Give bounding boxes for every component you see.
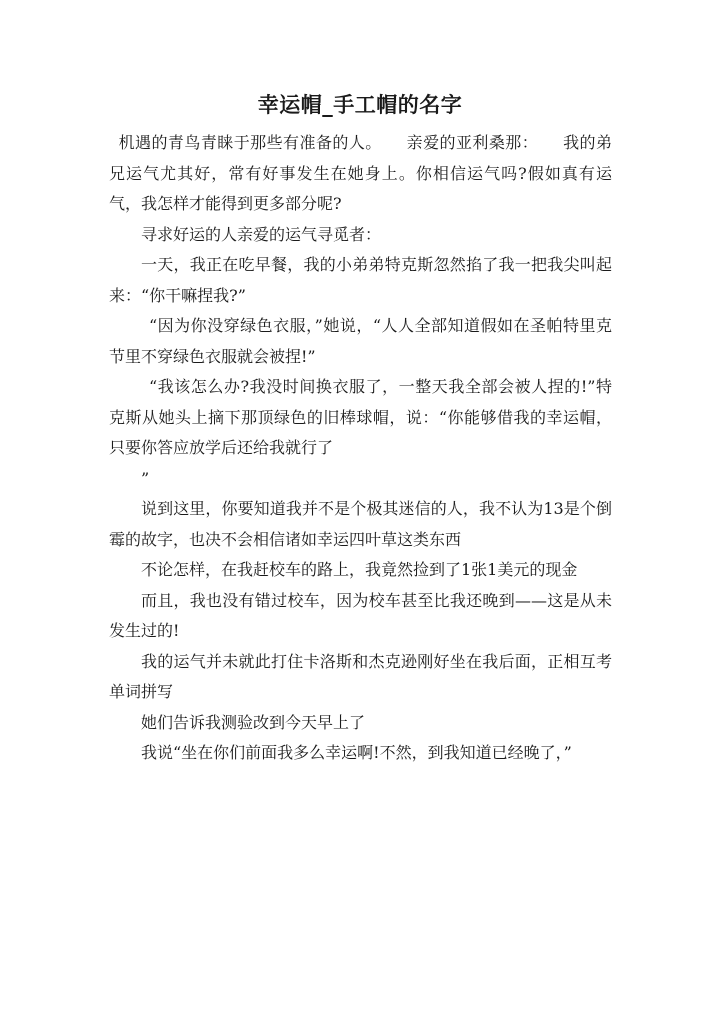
paragraph-7: 说到这里，你要知道我并不是个极其迷信的人，我不认为13是个倒霉的故字，也决不会相信诸如幸运四叶草这类东西 [109,499,612,549]
document-body [109,128,612,769]
document-title: 幸运帽_手工帽的名字 [257,92,463,117]
paragraph-10: 我的运气并未就此打住卡洛斯和杰克逊刚好坐在我后面，正相互考单词拼写 [109,651,612,701]
paragraph-12: 我说“坐在你们前面我多么幸运啊!不然，到我知道已经晚了，” [141,743,572,762]
paragraph-1: 机遇的青鸟青睐于那些有准备的人。 亲爱的亚利桑那： 我的弟兄运气尤其好，常有好事发生在她身上。你相信运气吗?假如真有运气，我怎样才能得到更多部分呢? [109,133,612,213]
paragraph-3: 一天，我正在吃早餐，我的小弟弟特克斯忽然掐了我一把我尖叫起来：“你干嘛捏我?” [109,255,612,305]
paragraph-6: ” [141,468,150,488]
paragraph-5: “我该怎么办?我没时间换衣服了，一整天我全部会被人捏的!”特克斯从她头上摘下那顶绿色的旧棒球帽，说：“你能够借我的幸运帽，只要你答应放学后还给我就行了 [109,377,612,457]
paragraph-2: 寻求好运的人亲爱的运气寻觅者： [141,224,382,244]
paragraph-4: “因为你没穿绿色衣服，”她说，“人人全部知道假如在圣帕特里克节里不穿绿色衣服就会被捏!” [109,316,612,366]
paragraph-8: 不论怎样，在我赶校车的路上，我竟然捡到了1张1美元的现金 [141,560,578,579]
paragraph-9: 而且，我也没有错过校车，因为校车甚至比我还晚到——这是从未发生过的! [109,590,612,640]
paragraph-11: 她们告诉我测验改到今天早上了 [141,712,366,732]
